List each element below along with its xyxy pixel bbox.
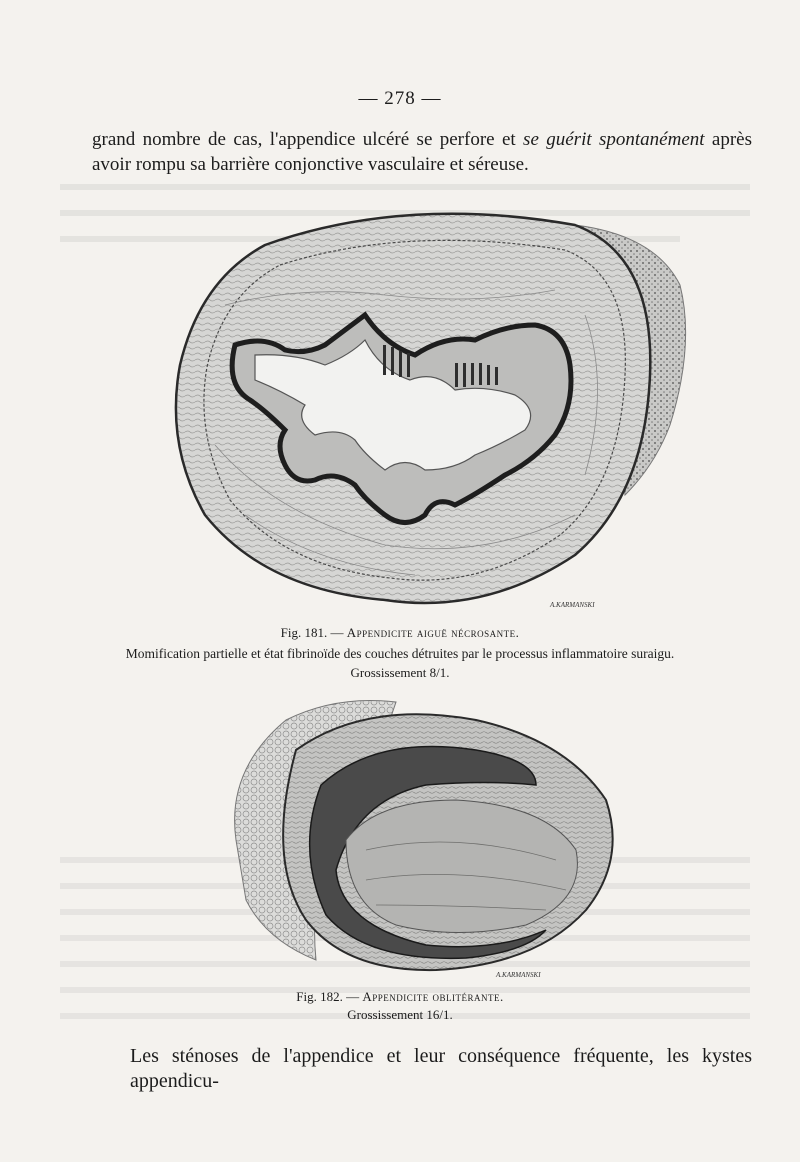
- paragraph-bottom: Les sténoses de l'appendice et leur conséquence fréquente, les kystes appendicu-: [130, 1045, 752, 1092]
- figure-182-caption-magnification: Grossissement 16/1.: [347, 1007, 453, 1022]
- paragraph-top: [92, 127, 752, 177]
- figure-181-caption-title: [0, 624, 800, 642]
- figure-182-caption-title: [0, 988, 800, 1006]
- figure-181-caption-description: Momification partielle et état fibrinoïde des couches détruites par le processus inflammatoire suraigu.: [125, 646, 675, 661]
- figure-182-caption-label: Fig. 182. —: [296, 989, 363, 1004]
- page-number: — 278 —: [358, 88, 442, 109]
- paragraph-top-start: grand nombre de cas, l'appendice ulcéré se perfore et: [92, 129, 524, 150]
- paragraph-top-italic: se guérit spontanément: [523, 129, 705, 150]
- figure-182-caption-name: Appendicite oblitérante.: [362, 989, 504, 1004]
- figure-181-caption-label: Fig. 181. —: [280, 625, 347, 640]
- figure-182-engraver-signature: A.KARMANSKI: [496, 971, 541, 979]
- figure-181-caption-magnification: Grossissement 8/1.: [350, 665, 450, 680]
- figure-181-illustration: [155, 195, 695, 615]
- figure-181-caption-name: Appendicite aiguë nécrosante.: [346, 625, 520, 640]
- figure-181-engraver-signature: A.KARMANSKI: [550, 601, 595, 609]
- paragraph-top-end: après avoir rompu sa barrière conjonctive vasculaire et séreuse.: [92, 129, 752, 175]
- figure-182-illustration: [226, 690, 626, 980]
